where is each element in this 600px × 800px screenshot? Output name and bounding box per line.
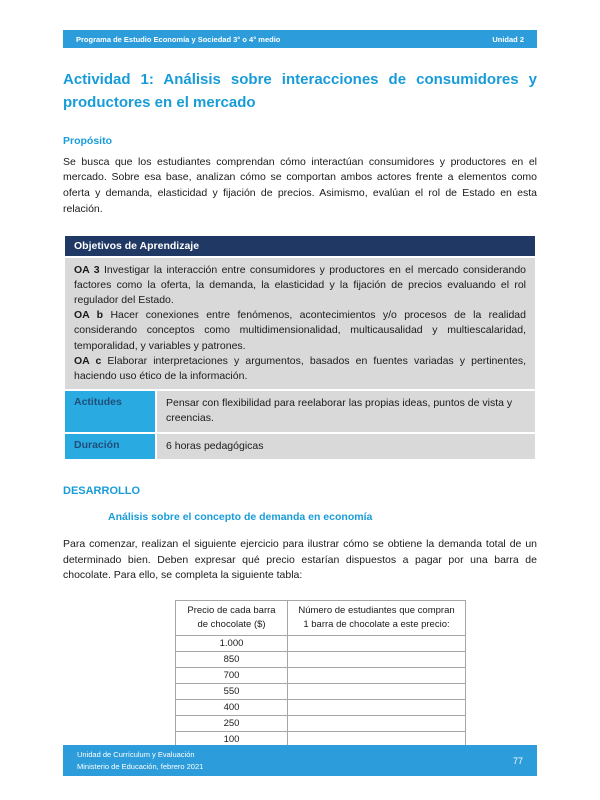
oa-body-cell: [64, 257, 536, 391]
table-row: [176, 651, 466, 667]
price-cell: 700: [176, 667, 288, 683]
actitudes-row: [64, 390, 536, 432]
table-row: [176, 635, 466, 651]
oa-item-label: OA 3: [74, 263, 100, 276]
page-content: [63, 48, 537, 764]
count-col-header: Número de estudiantes que compran 1 barra de chocolate a este precio:: [288, 601, 466, 636]
actitudes-label-cell: Actitudes: [64, 390, 156, 432]
page-footer: [63, 745, 537, 776]
footer-org-line2: Ministerio de Educación, febrero 2021: [77, 761, 204, 771]
page-header: [63, 30, 537, 48]
count-empty-cell: [288, 667, 466, 683]
count-empty-cell: [288, 635, 466, 651]
duracion-label-cell: Duración: [64, 433, 156, 460]
oa-item-c: [74, 354, 526, 384]
actitudes-text-cell: Pensar con flexibilidad para reelaborar las propias ideas, puntos de vista y creencias.: [156, 390, 536, 432]
price-col-header: Precio de cada barra de chocolate ($): [176, 601, 288, 636]
proposito-paragraph: Se busca que los estudiantes comprendan cómo interactúan consumidores y productores en el mercado. Sobre esa base, analizan cómo se comportan ambos actores frente a elementos como oferta y demanda, elasticidad y fijación de precios. Asimismo, evalúan el rol de Estado en esta relación.: [63, 155, 537, 215]
price-cell: 100: [176, 731, 288, 747]
oa-item-b: [74, 308, 526, 354]
oa-item-label: OA b: [74, 309, 104, 322]
oa-item-text: Hacer conexiones entre fenómenos, acontecimientos y/o procesos de la realidad considerando conceptos como multidimensionalidad, multicausalidad y multiescalaridad, temporalidad, y variables y patrones.: [74, 309, 526, 352]
duracion-text-cell: 6 horas pedagógicas: [156, 433, 536, 460]
duracion-row: [64, 433, 536, 460]
count-empty-cell: [288, 699, 466, 715]
proposito-heading: Propósito: [63, 134, 112, 147]
oa-item-3: [74, 263, 526, 309]
count-empty-cell: [288, 715, 466, 731]
page-number: 77: [512, 755, 523, 766]
price-cell: 850: [176, 651, 288, 667]
table-row: [176, 683, 466, 699]
oa-table: [63, 234, 537, 461]
desarrollo-heading: DESARROLLO: [63, 484, 140, 497]
oa-item-text: Elaborar interpretaciones y argumentos, basados en fuentes variadas y pertinentes, haciendo uso ético de la información.: [74, 354, 526, 383]
price-table-header-row: [176, 601, 466, 636]
count-empty-cell: [288, 683, 466, 699]
price-cell: 400: [176, 699, 288, 715]
count-empty-cell: [288, 651, 466, 667]
price-table: [175, 600, 466, 764]
oa-item-label: OA c: [74, 354, 102, 367]
footer-org-line1: Unidad de Currículum y Evaluación: [77, 750, 195, 760]
demand-subheading: Análisis sobre el concepto de demanda en economía: [108, 510, 373, 523]
activity-title: Actividad 1: Análisis sobre interacciones de consumidores y productores en el mercado: [63, 71, 537, 112]
oa-table-header: Objetivos de Aprendizaje: [64, 235, 536, 257]
table-row: [176, 715, 466, 731]
header-left-text: Programa de Estudio Economía y Sociedad 3° o 4° medio: [76, 34, 281, 44]
price-cell: 550: [176, 683, 288, 699]
footer-org: [77, 749, 203, 772]
price-cell: 1.000: [176, 635, 288, 651]
header-right-text: Unidad 2: [492, 34, 524, 44]
table-row: [176, 667, 466, 683]
table-row: [176, 699, 466, 715]
price-cell: 250: [176, 715, 288, 731]
oa-item-text: Investigar la interacción entre consumidores y productores en el mercado considerando factores como la oferta, la demanda, la elasticidad y la fijación de precios evaluando el rol regulador del Estado.: [74, 263, 527, 306]
intro-paragraph: Para comenzar, realizan el siguiente ejercicio para ilustrar cómo se obtiene la demanda total de un determinado bien. Deben expresar qué precio estarían dispuestos a pagar por una barra de chocolate. Para ello, se completa la siguiente tabla:: [63, 537, 537, 582]
